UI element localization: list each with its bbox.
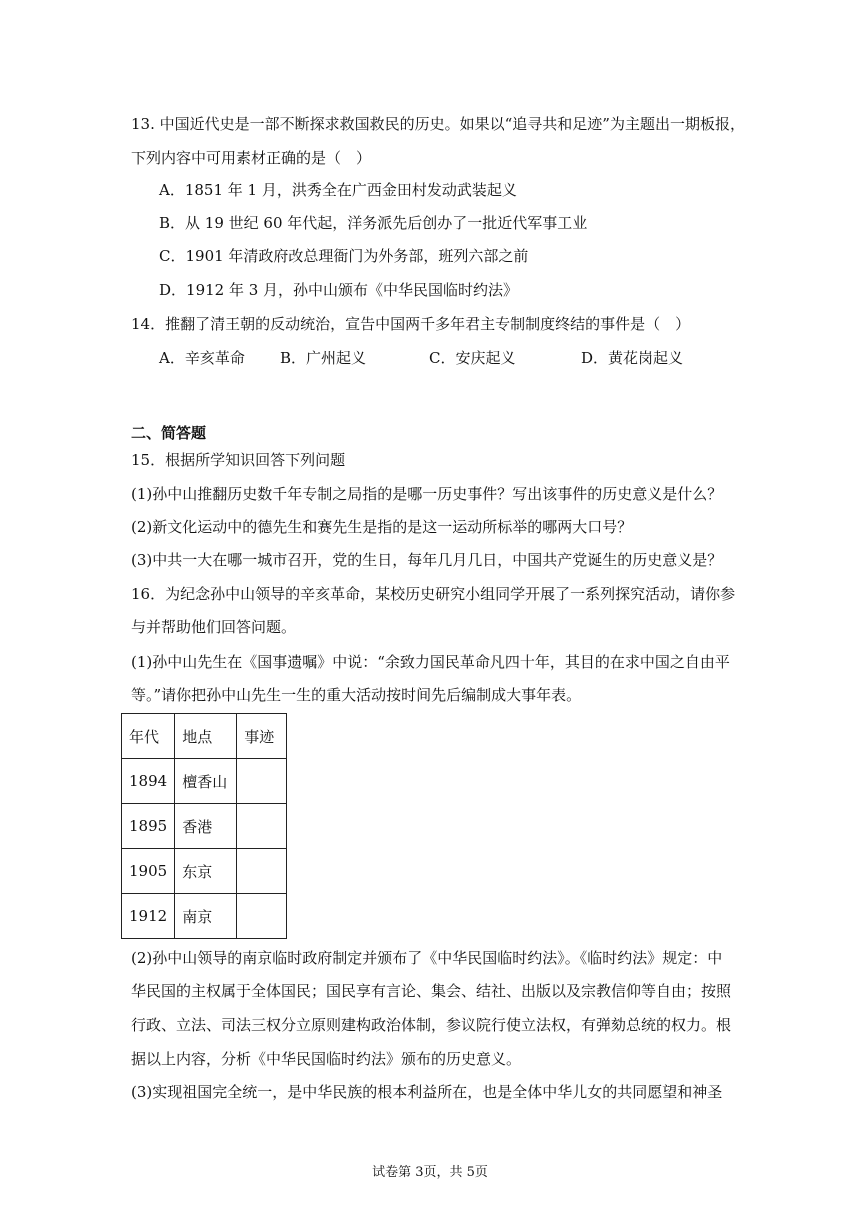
q14-option-c: C．安庆起义 <box>429 349 516 367</box>
q14-option-b: B．广州起义 <box>280 349 367 367</box>
q13-stem-line2: 下列内容中可用素材正确的是（ ） <box>131 149 372 167</box>
q16-part1-line1: (1)孙中山先生在《国事遗嘱》中说：“余致力国民革命凡四十年，其目的在求中国之自由平 <box>131 653 730 671</box>
row-place: 檀香山 <box>175 759 237 804</box>
q15-part3: (3)中共一大在哪一城市召开，党的生日，每年几月几日，中国共产党诞生的历史意义是？ <box>131 551 723 569</box>
table-row <box>122 849 287 894</box>
q16-stem-line2: 与并帮助他们回答问题。 <box>131 618 297 636</box>
section-title: 二、简答题 <box>131 424 207 442</box>
q13-stem-line1: 13. 中国近代史是一部不断探求救国救民的历史。如果以“追寻共和足迹”为主题出一期板报， <box>131 115 745 133</box>
q15-part1: (1)孙中山推翻历史数千年专制之局指的是哪一历史事件？写出该事件的历史意义是什么？ <box>131 485 723 503</box>
q14-option-d: D．黄花岗起义 <box>581 349 684 367</box>
events-timeline-table <box>121 713 287 939</box>
table-row <box>122 894 287 939</box>
header-year: 年代 <box>122 714 175 759</box>
row-year: 1894 <box>122 759 175 804</box>
q16-part1-line2: 等。”请你把孙中山先生一生的重大活动按时间先后编制成大事年表。 <box>131 686 582 704</box>
row-place: 香港 <box>175 804 237 849</box>
table-row <box>122 804 287 849</box>
q16-part2-line3: 行政、立法、司法三权分立原则建构政治体制，参议院行使立法权，有弹劾总统的权力。根 <box>131 1016 732 1034</box>
q16-part2-line2: 华民国的主权属于全体国民；国民享有言论、集会、结社、出版以及宗教信仰等自由；按照 <box>131 982 732 1000</box>
q13-option-a: A．1851 年 1 月，洪秀全在广西金田村发动武装起义 <box>159 181 517 199</box>
q16-part2-line4: 据以上内容，分析《中华民国临时约法》颁布的历史意义。 <box>131 1050 522 1068</box>
row-year: 1905 <box>122 849 175 894</box>
row-place: 东京 <box>175 849 237 894</box>
q13-option-c: C．1901 年清政府改总理衙门为外务部，班列六部之前 <box>159 247 529 265</box>
q16-stem-line1: 16．为纪念孙中山领导的辛亥革命，某校历史研究小组同学开展了一系列探究活动，请你参 <box>131 585 736 603</box>
q14-stem: 14．推翻了清王朝的反动统治，宣告中国两千多年君主专制制度终结的事件是（ ） <box>131 315 691 333</box>
row-deed <box>237 849 287 894</box>
q13-option-b: B．从 19 世纪 60 年代起，洋务派先后创办了一批近代军事工业 <box>159 214 588 232</box>
row-year: 1895 <box>122 804 175 849</box>
q15-part2: (2)新文化运动中的德先生和赛先生是指的是这一运动所标举的哪两大口号？ <box>131 518 633 536</box>
q16-part2-line1: (2)孙中山领导的南京临时政府制定并颁布了《中华民国临时约法》。《临时约法》规定：中 <box>131 949 723 967</box>
row-place: 南京 <box>175 894 237 939</box>
header-deed: 事迹 <box>237 714 287 759</box>
q13-option-d: D．1912 年 3 月，孙中山颁布《中华民国临时约法》 <box>159 281 519 299</box>
q16-part3-line1: (3)实现祖国完全统一，是中华民族的根本利益所在，也是全体中华儿女的共同愿望和神圣 <box>131 1083 723 1101</box>
q15-stem: 15．根据所学知识回答下列问题 <box>131 451 346 469</box>
q14-option-a: A．辛亥革命 <box>159 349 245 367</box>
row-deed <box>237 894 287 939</box>
header-place: 地点 <box>175 714 237 759</box>
row-deed <box>237 804 287 849</box>
row-year: 1912 <box>122 894 175 939</box>
table-header-row <box>122 714 287 759</box>
table-row <box>122 759 287 804</box>
page-footer: 试卷第 3页，共 5页 <box>372 1165 488 1180</box>
row-deed <box>237 759 287 804</box>
